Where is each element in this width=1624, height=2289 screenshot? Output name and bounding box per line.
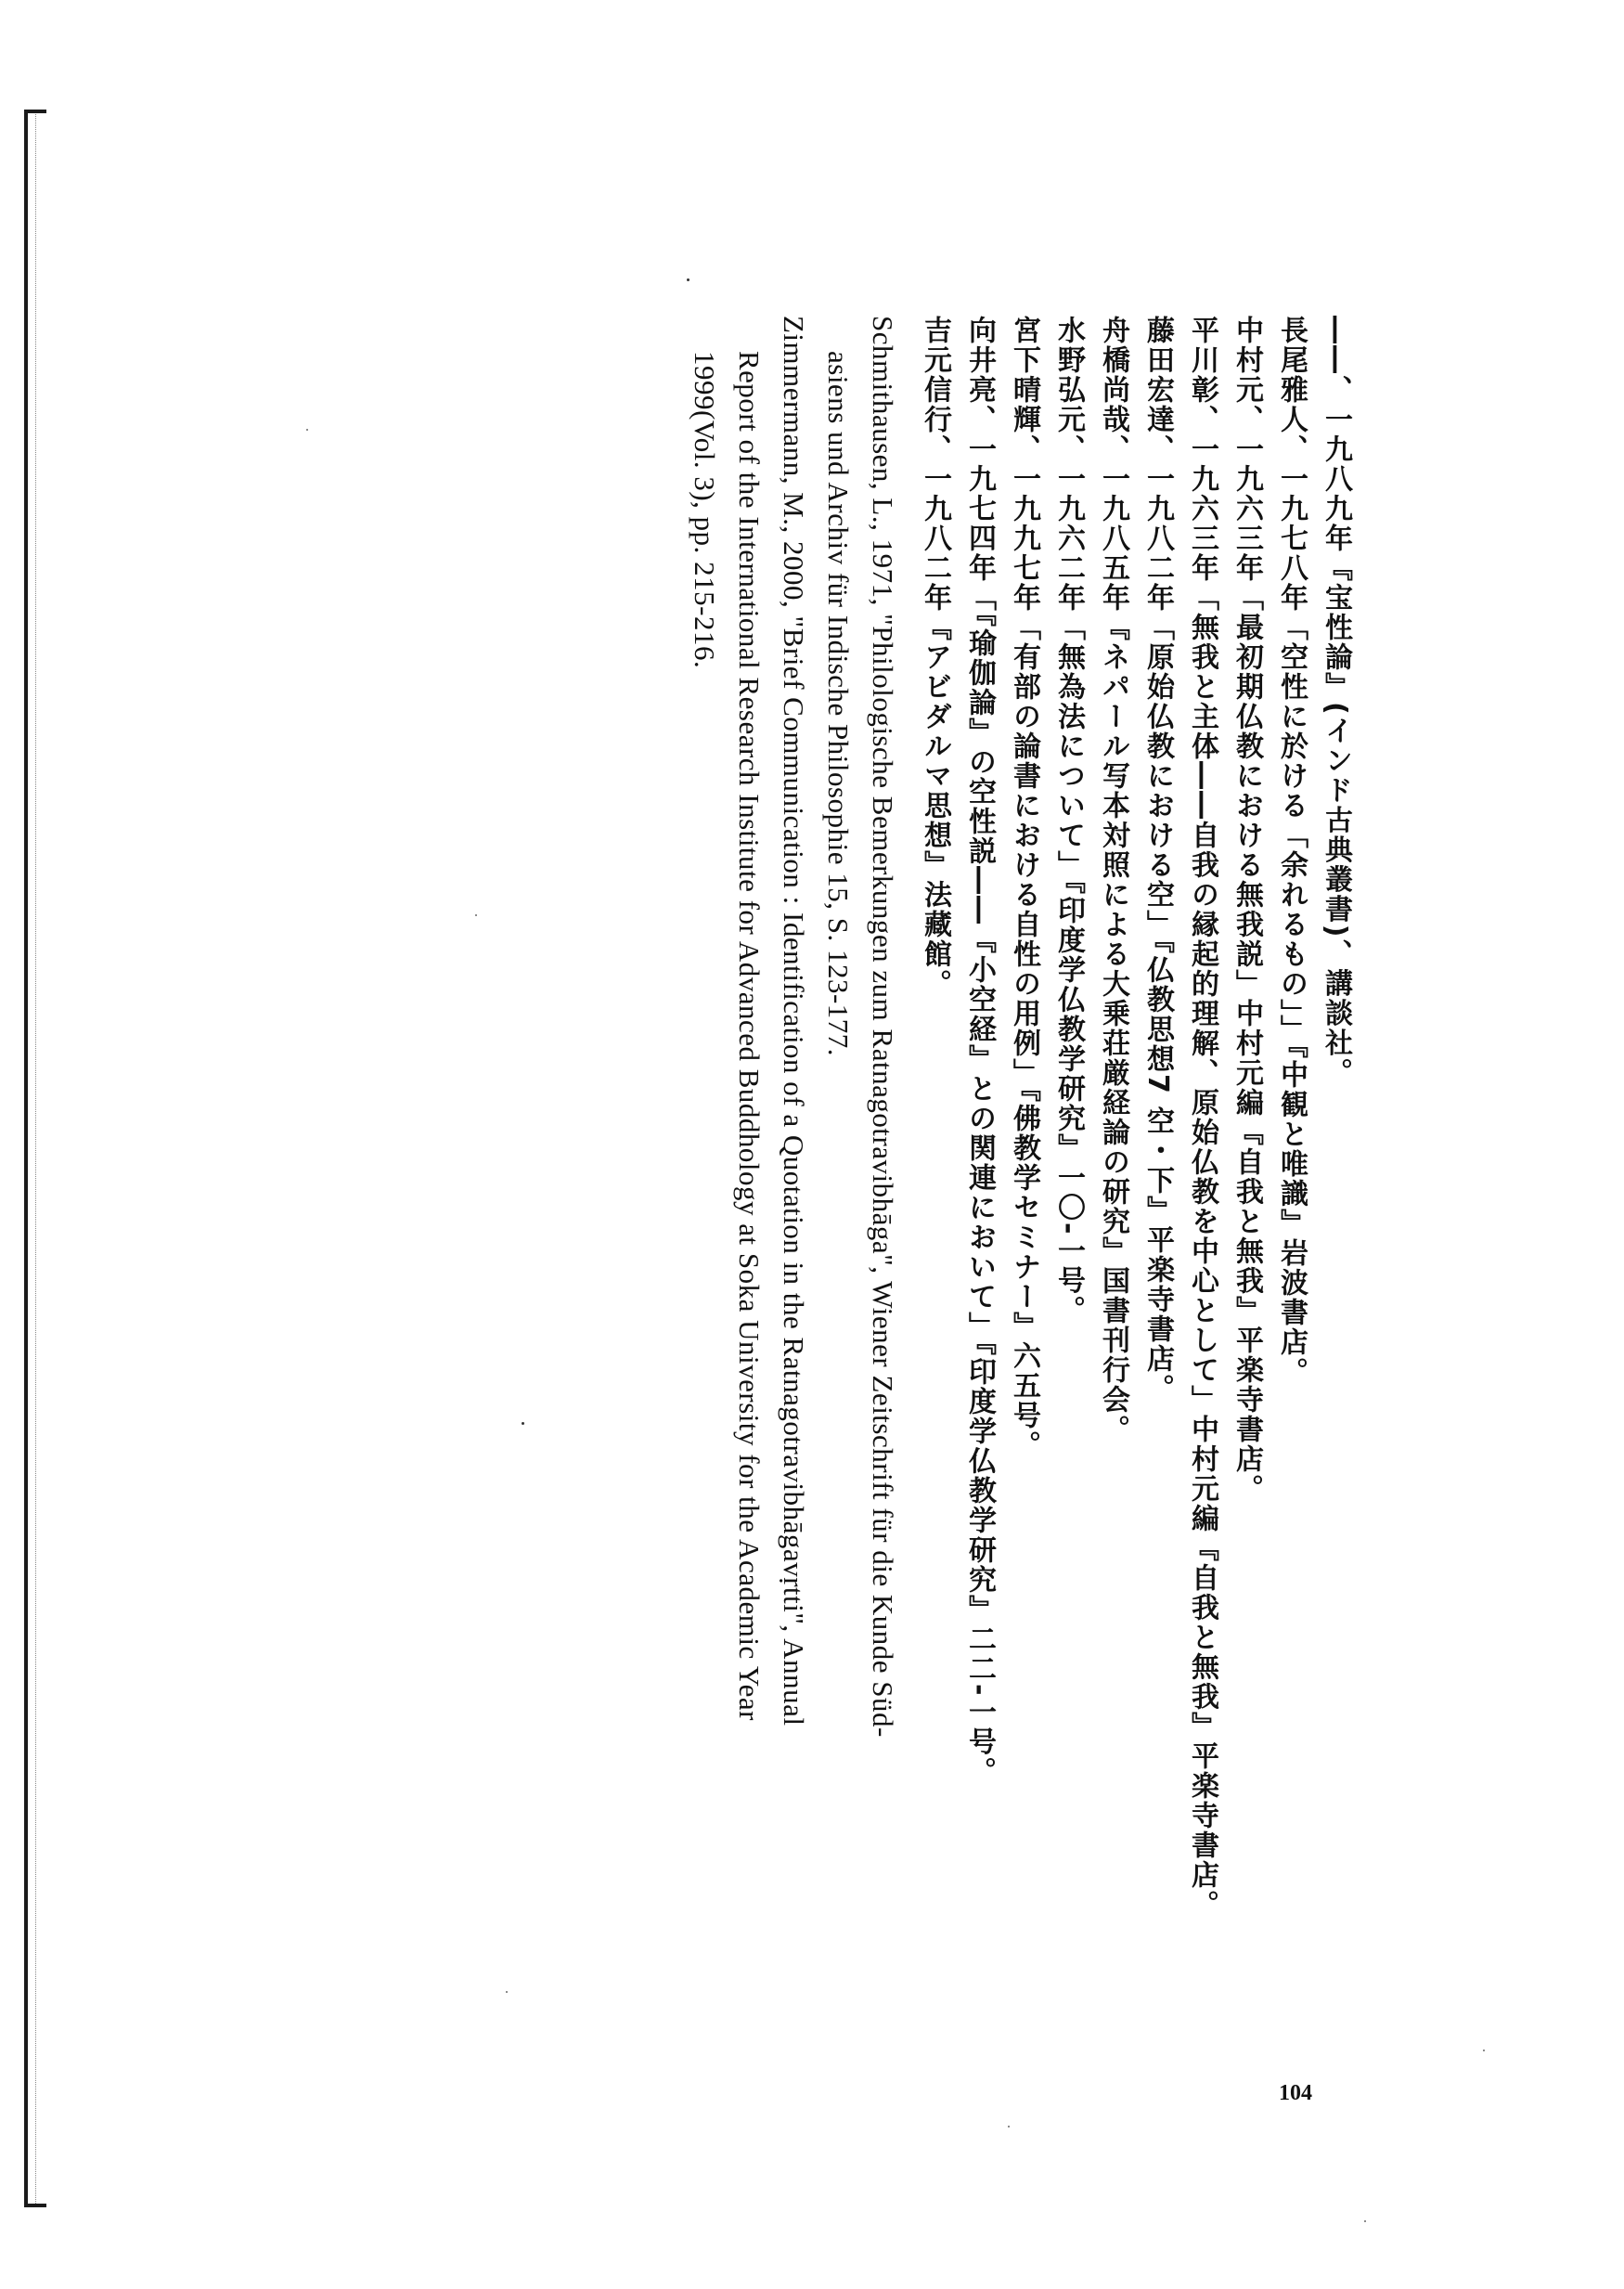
reference-entry: ――、一九八九年『宝性論』(インド古典叢書)、講談社。 <box>1320 316 1352 1088</box>
scan-speck <box>306 429 308 431</box>
reference-entry: 吉元信行、一九八二年『アビダルマ思想』法藏館。 <box>919 316 951 999</box>
reference-entry-western: Schmithausen, L., 1971, "Philologische Bemerkungen zum Ratnagotravibhāga", Wiener Zeitschrift für die Kunde Süd- <box>867 316 899 1738</box>
scan-speck <box>1483 2050 1485 2051</box>
reference-entry: 宮下晴輝、一九九七年「有部の論書における自性の用例」『佛教学セミナー』六五号。 <box>1008 316 1040 1460</box>
page-number: 104 <box>1279 2081 1312 2105</box>
scan-speck <box>1008 2126 1010 2127</box>
reference-entry: 向井亮、一九七四年「『瑜伽論』の空性説――『小空経』との関連において」『印度学仏教学研究』二二-一号。 <box>963 316 996 1787</box>
reference-entry-western-continuation: 1999(Vol. 3), pp. 215-216. <box>689 351 721 669</box>
scan-speck <box>506 1991 508 1993</box>
reference-entry: 長尾雅人、一九七八年「空性に於ける「余れるもの」」『中観と唯識』岩波書店。 <box>1275 316 1308 1387</box>
scan-speck <box>1364 2220 1366 2222</box>
scan-speck <box>475 914 477 916</box>
reference-entry: 舟橋尚哉、一九八五年『ネパール写本対照による大乗荘厳経論の研究』国書刊行会。 <box>1097 316 1129 1444</box>
reference-entry: 水野弘元、一九六二年「無為法について」『印度学仏教学研究』一〇-一号。 <box>1052 316 1085 1326</box>
reference-entry: 藤田宏達、一九八二年「原始仏教における空」『仏教思想7 空・下』平楽寺書店。 <box>1141 316 1174 1404</box>
reference-entry: 平川彰、一九六三年「無我と主体――自我の縁起的理解、原始仏教を中心として」中村元編『自我と無我』平楽寺書店。 <box>1186 316 1218 1920</box>
reference-entry-western-continuation: Report of the International Research Institute for Advanced Buddhology at Soka University for the Academic Year <box>733 351 766 1721</box>
scan-speck <box>687 278 690 281</box>
reference-entry-western: Zimmermann, M., 2000, "Brief Communication : Identification of a Quotation in the Ratnagotravibhāgavṛtti", Annual <box>778 316 810 1726</box>
reference-entry: 中村元、一九六三年「最初期仏教における無我説」中村元編『自我と無我』平楽寺書店。 <box>1231 316 1263 1504</box>
reference-entry-western-continuation: asiens und Archiv für Indische Philosophie 15, S. 123-177. <box>822 351 855 1057</box>
scan-binding-edge <box>24 110 36 2207</box>
scan-speck <box>522 1422 524 1425</box>
